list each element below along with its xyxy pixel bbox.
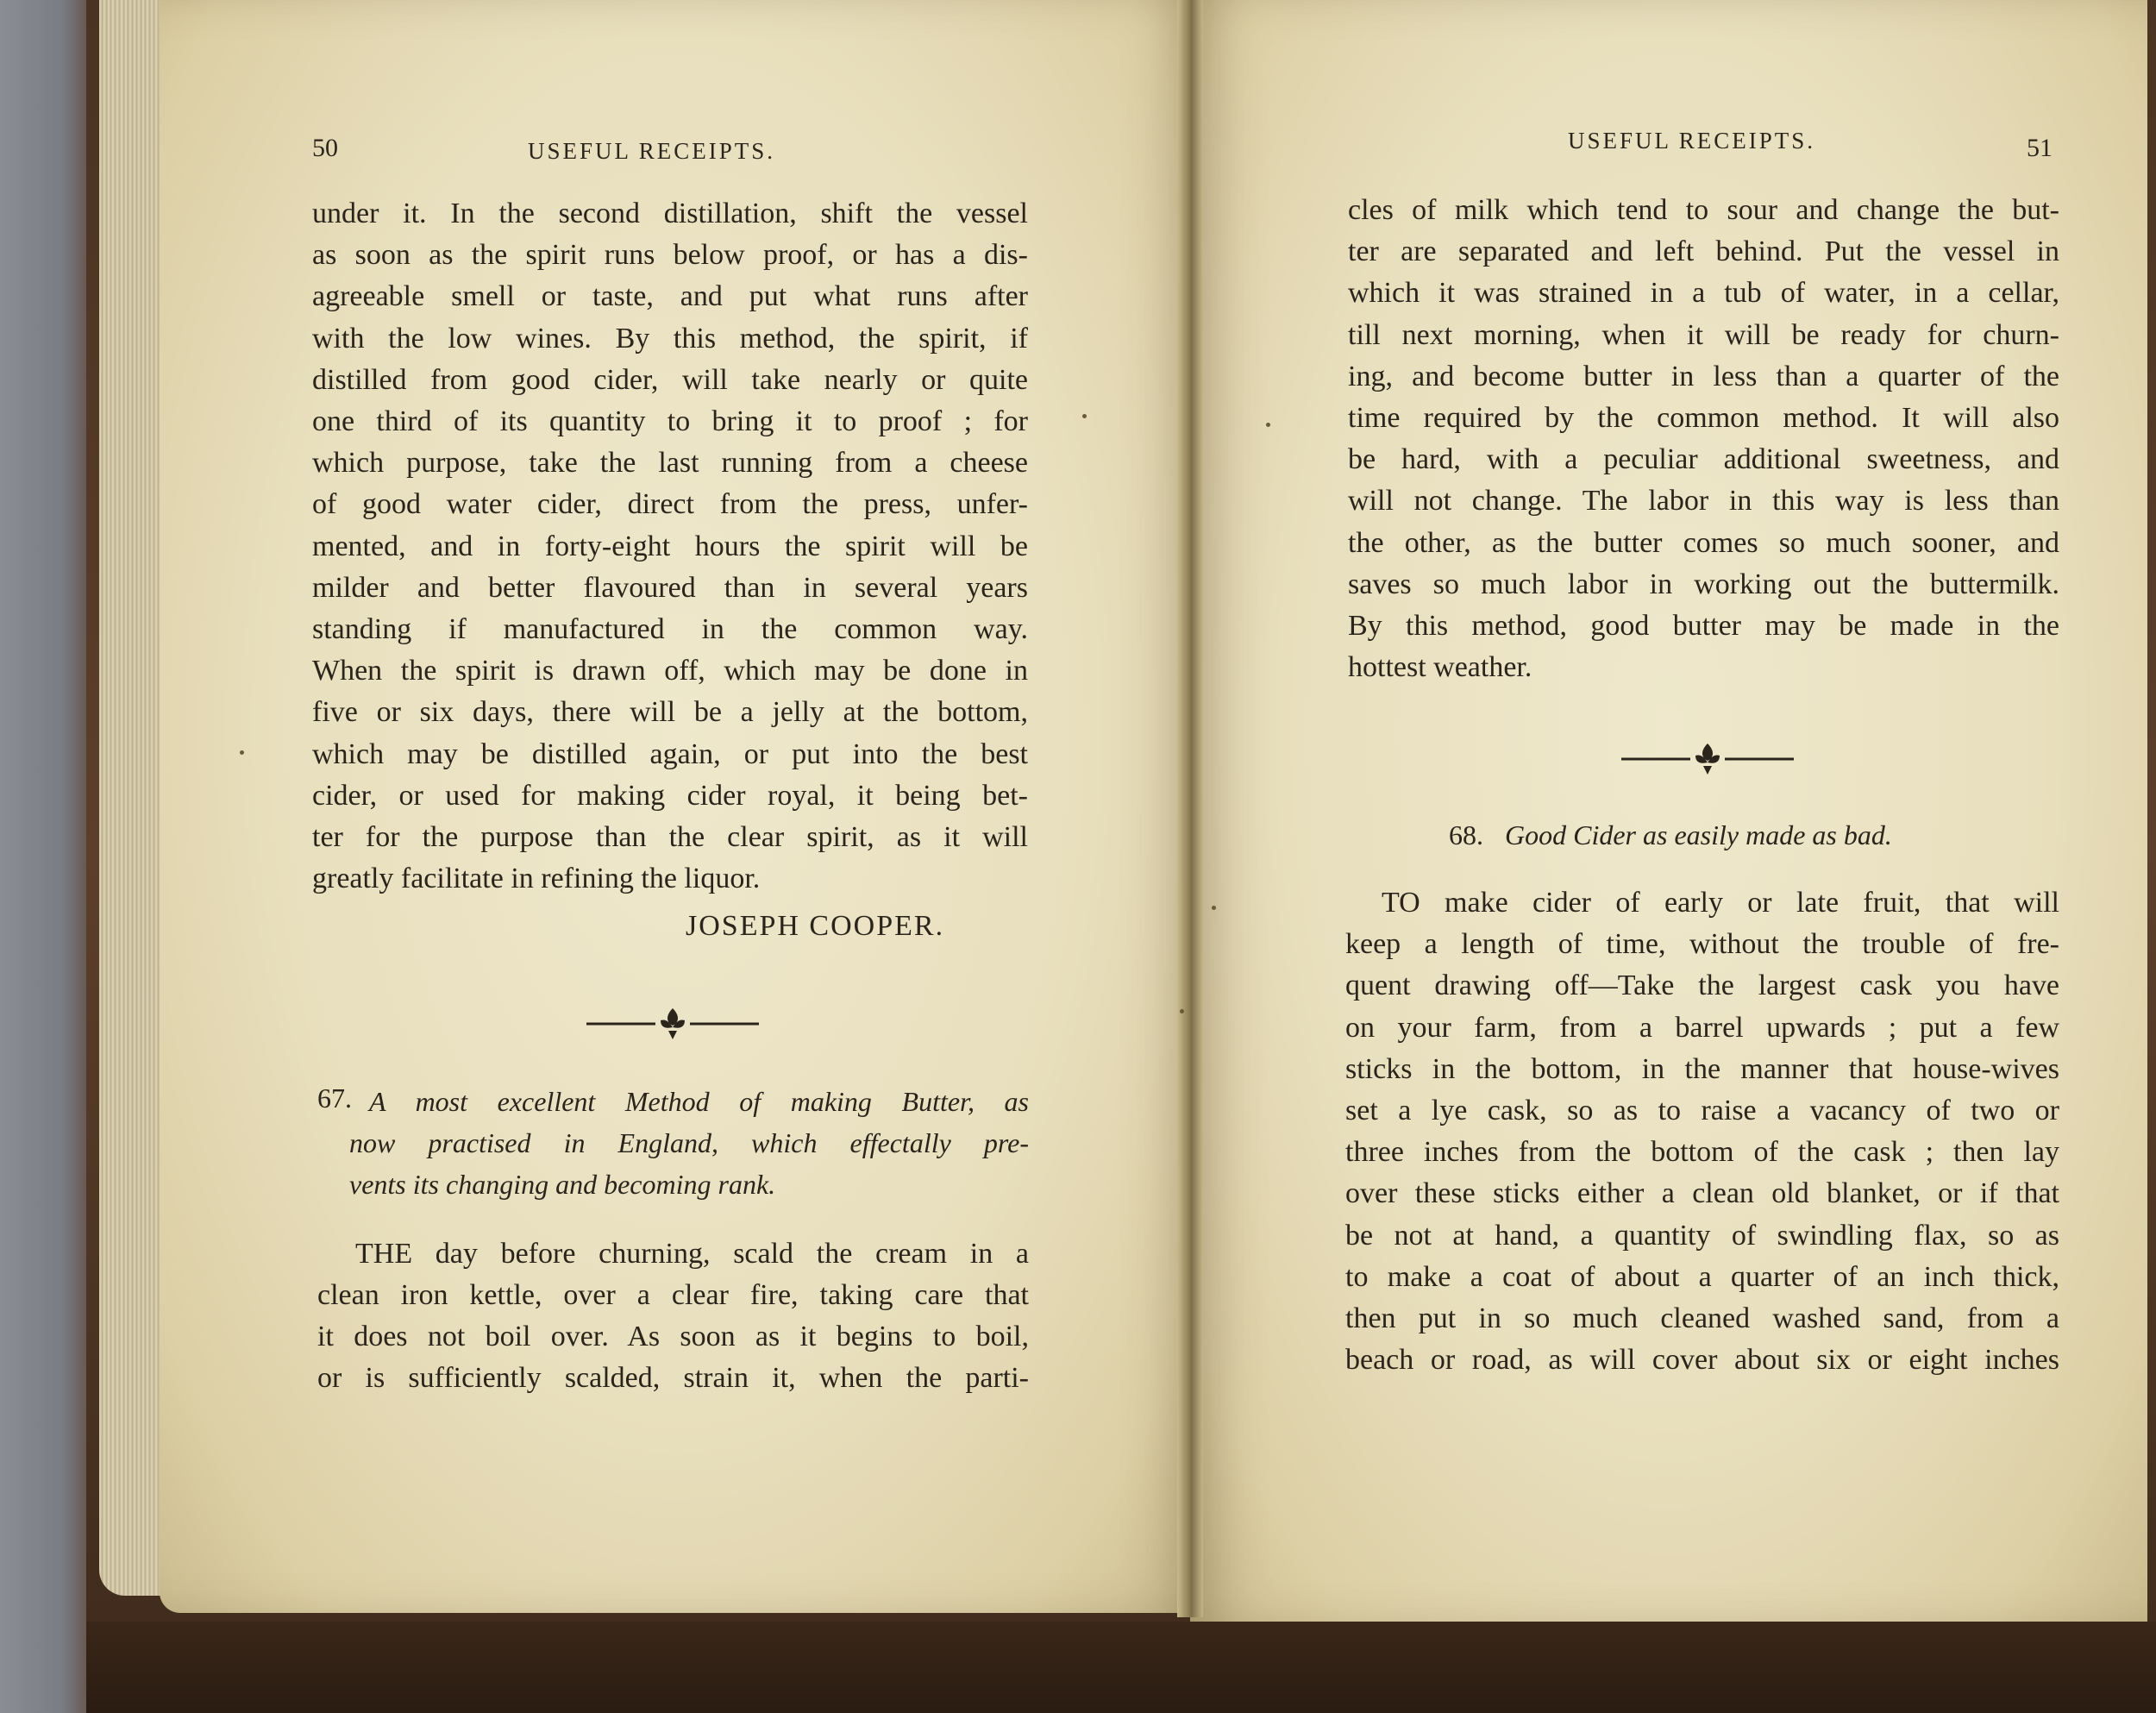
- left-page-number: 50: [312, 134, 338, 162]
- body-text-line: be hard, with a peculiar additional sweetness, and: [1348, 443, 2059, 476]
- body-text-line: saves so much labor in working out the buttermilk.: [1348, 568, 2059, 600]
- cover-bottom-edge: [86, 1622, 2156, 1713]
- section-67-number: 67.: [317, 1082, 352, 1114]
- body-text-line: greatly facilitate in refining the liquor.: [312, 863, 761, 895]
- body-text-line: as soon as the spirit runs below proof, or has a dis-: [312, 239, 1028, 272]
- body-text-line: cider, or used for making cider royal, it being bet-: [312, 779, 1028, 812]
- section-title-line: now practised in England, which effectally pre-: [349, 1127, 1029, 1158]
- body-text-line: it does not boil over. As soon as it begins to boil,: [317, 1321, 1029, 1352]
- fleuron-ornament-right: [1621, 740, 1794, 778]
- paper-speck: [1082, 414, 1087, 418]
- paper-speck: [1180, 1009, 1184, 1013]
- section-title-line: vents its changing and becoming rank.: [349, 1169, 776, 1200]
- section-title-line: A most excellent Method of making Butter, as: [369, 1086, 1029, 1117]
- body-text-line: milder and better flavoured than in several years: [312, 571, 1028, 604]
- body-text-line: mented, and in forty-eight hours the spirit will be: [312, 530, 1028, 562]
- body-text-line: be not at hand, a quantity of swindling flax, so as: [1345, 1219, 2059, 1252]
- body-text-line: ing, and become butter in less than a quarter of the: [1348, 360, 2059, 392]
- paper-speck: [1266, 423, 1270, 427]
- body-text-line: distilled from good cider, will take nearly or quite: [312, 363, 1028, 396]
- body-text-line: hottest weather.: [1348, 651, 1532, 684]
- body-text-line: of good water cider, direct from the press, unfer-: [312, 488, 1028, 521]
- body-text-line: keep a length of time, without the trouble of fre-: [1345, 928, 2059, 961]
- body-text-line: cles of milk which tend to sour and change the but-: [1348, 194, 2059, 226]
- page-edges: [99, 0, 168, 1596]
- body-text-line: which it was strained in a tub of water, in a cellar,: [1348, 277, 2059, 310]
- body-text-line: three inches from the bottom of the cask ; then lay: [1345, 1136, 2059, 1169]
- body-text-line: THE day before churning, scald the cream in a: [355, 1238, 1029, 1270]
- fleuron-ornament-left: [586, 1005, 759, 1043]
- body-text-line: ter for the purpose than the clear spirit, as it will: [312, 821, 1028, 853]
- body-text-line: quent drawing off—Take the largest cask you have: [1345, 969, 2059, 1002]
- body-text-line: on your farm, from a barrel upwards ; put a few: [1345, 1011, 2059, 1044]
- paper-speck: [240, 750, 244, 755]
- author-signature: JOSEPH COOPER.: [686, 910, 945, 942]
- left-running-head: USEFUL RECEIPTS.: [528, 138, 776, 164]
- body-text-line: the other, as the butter comes so much sooner, and: [1348, 526, 2059, 559]
- section-68-number: 68.: [1449, 819, 1483, 850]
- body-text-line: then put in so much cleaned washed sand, from a: [1345, 1302, 2059, 1334]
- body-text-line: standing if manufactured in the common way.: [312, 613, 1028, 645]
- body-text-line: clean iron kettle, over a clear fire, taking care that: [317, 1279, 1029, 1311]
- body-text-line: one third of its quantity to bring it to proof ; for: [312, 405, 1028, 437]
- paper-speck: [1212, 906, 1216, 910]
- body-text-line: beach or road, as will cover about six or eight inches: [1345, 1344, 2059, 1377]
- body-text-line: with the low wines. By this method, the spirit, if: [312, 322, 1028, 355]
- body-text-line: to make a coat of about a quarter of an inch thick,: [1345, 1260, 2059, 1293]
- body-text-line: five or six days, there will be a jelly at the bottom,: [312, 696, 1028, 729]
- body-text-line: till next morning, when it will be ready for churn-: [1348, 318, 2059, 351]
- body-text-line: will not change. The labor in this way is less than: [1348, 485, 2059, 518]
- right-page-number: 51: [2027, 134, 2053, 162]
- body-text-line: TO make cider of early or late fruit, that will: [1382, 887, 2059, 919]
- body-text-line: time required by the common method. It will also: [1348, 402, 2059, 434]
- book-gutter: [1177, 0, 1203, 1617]
- body-text-line: under it. In the second distillation, shift the vessel: [312, 198, 1028, 229]
- right-running-head: USEFUL RECEIPTS.: [1568, 128, 1816, 154]
- body-text-line: sticks in the bottom, in the manner that house-wives: [1345, 1052, 2059, 1085]
- body-text-line: agreeable smell or taste, and put what runs after: [312, 280, 1028, 313]
- body-text-line: over these sticks either a clean old blanket, or if that: [1345, 1177, 2059, 1210]
- body-text-line: which may be distilled again, or put into the best: [312, 737, 1028, 770]
- body-text-line: which purpose, take the last running from a cheese: [312, 447, 1028, 480]
- body-text-line: set a lye cask, so as to raise a vacancy of two or: [1345, 1095, 2059, 1126]
- body-text-line: When the spirit is drawn off, which may be done in: [312, 655, 1028, 687]
- section-68-title: Good Cider as easily made as bad.: [1505, 819, 1892, 850]
- body-text-line: or is sufficiently scalded, strain it, when the parti-: [317, 1362, 1029, 1394]
- body-text-line: By this method, good butter may be made in the: [1348, 610, 2059, 642]
- body-text-line: ter are separated and left behind. Put the vessel in: [1348, 235, 2059, 268]
